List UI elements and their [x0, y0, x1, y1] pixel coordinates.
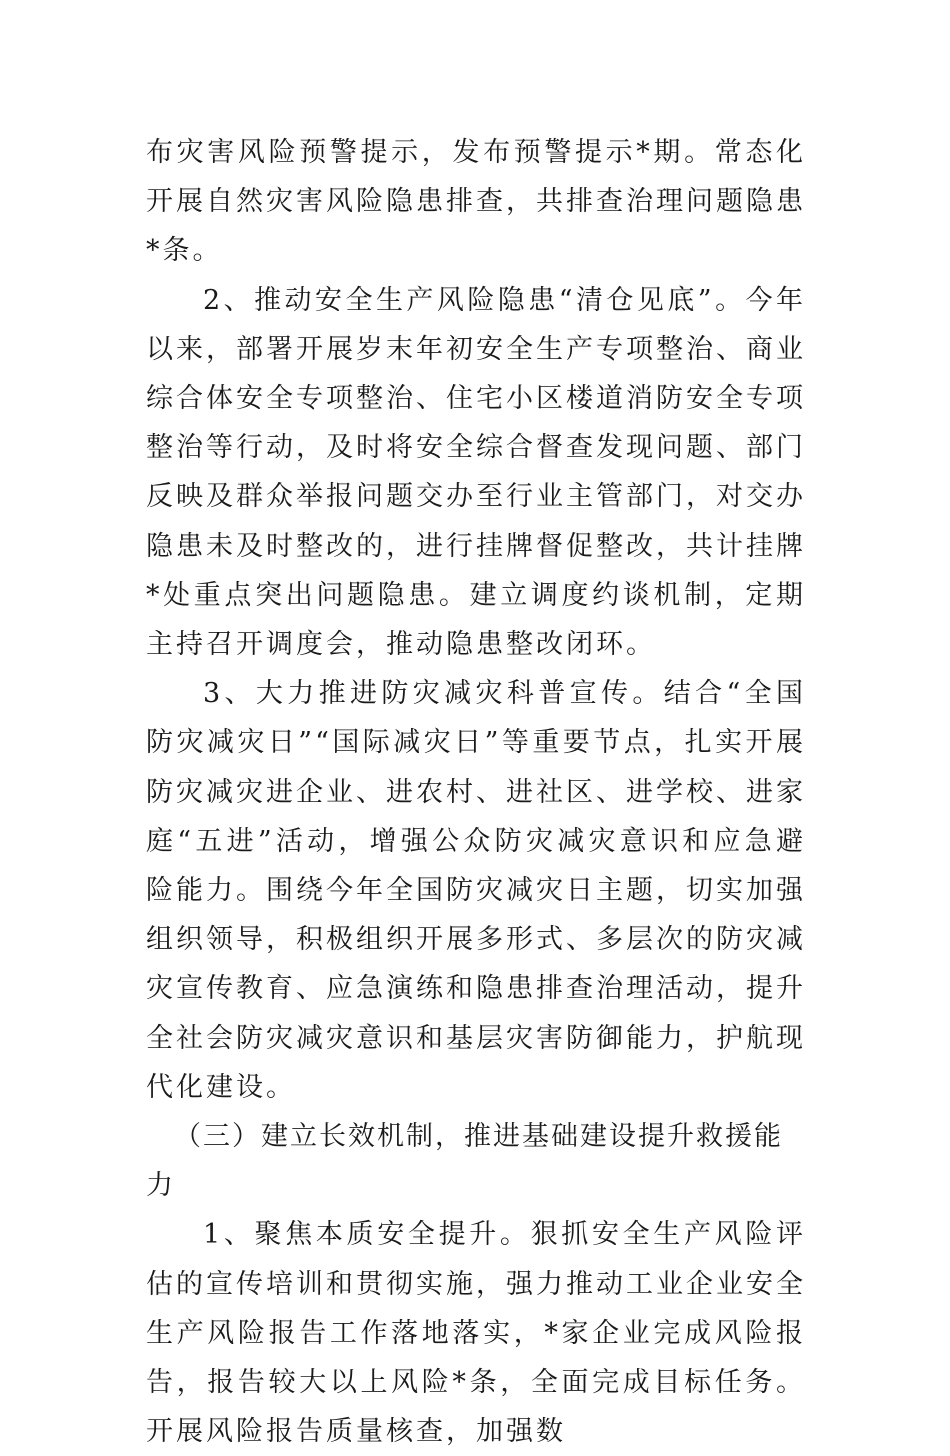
paragraph-item-2: 2、推动安全生产风险隐患“清仓见底”。今年以来，部署开展岁末年初安全生产专项整治、商业综合体安全专项整治、住宅小区楼道消防安全专项整治等行动，及时将安全综合督查发现问题、部门反映及群众举报问题交办至行业主管部门，对交办隐患未及时整改的，进行挂牌督促整改，共计挂牌*处重点突出问题隐患。建立调度约谈机制，定期主持召开调度会，推动隐患整改闭环。 — [146, 284, 806, 661]
section-heading-3: （三）建立长效机制，推进基础建设提升救援能力 — [146, 1121, 783, 1202]
document-body — [146, 128, 806, 1456]
paragraph-item-1: 1、聚焦本质安全提升。狠抓安全生产风险评估的宣传培训和贯彻实施，强力推动工业企业安全生产风险报告工作落地落实，*家企业完成风险报告，报告较大以上风险*条，全面完成目标任务。开展风险报告质量核查，加强数 — [146, 1219, 806, 1448]
paragraph-continuation: 布灾害风险预警提示，发布预警提示*期。常态化开展自然灾害风险隐患排查，共排查治理问题隐患*条。 — [146, 137, 806, 267]
paragraph-item-3: 3、大力推进防灾减灾科普宣传。结合“全国防灾减灾日”“国际减灾日”等重要节点，扎实开展防灾减灾进企业、进农村、进社区、进学校、进家庭“五进”活动，增强公众防灾减灾意识和应急避险能力。围绕今年全国防灾减灾日主题，切实加强组织领导，积极组织开展多形式、多层次的防灾减灾宣传教育、应急演练和隐患排查治理活动，提升全社会防灾减灾意识和基层灾害防御能力，护航现代化建设。 — [146, 678, 806, 1103]
